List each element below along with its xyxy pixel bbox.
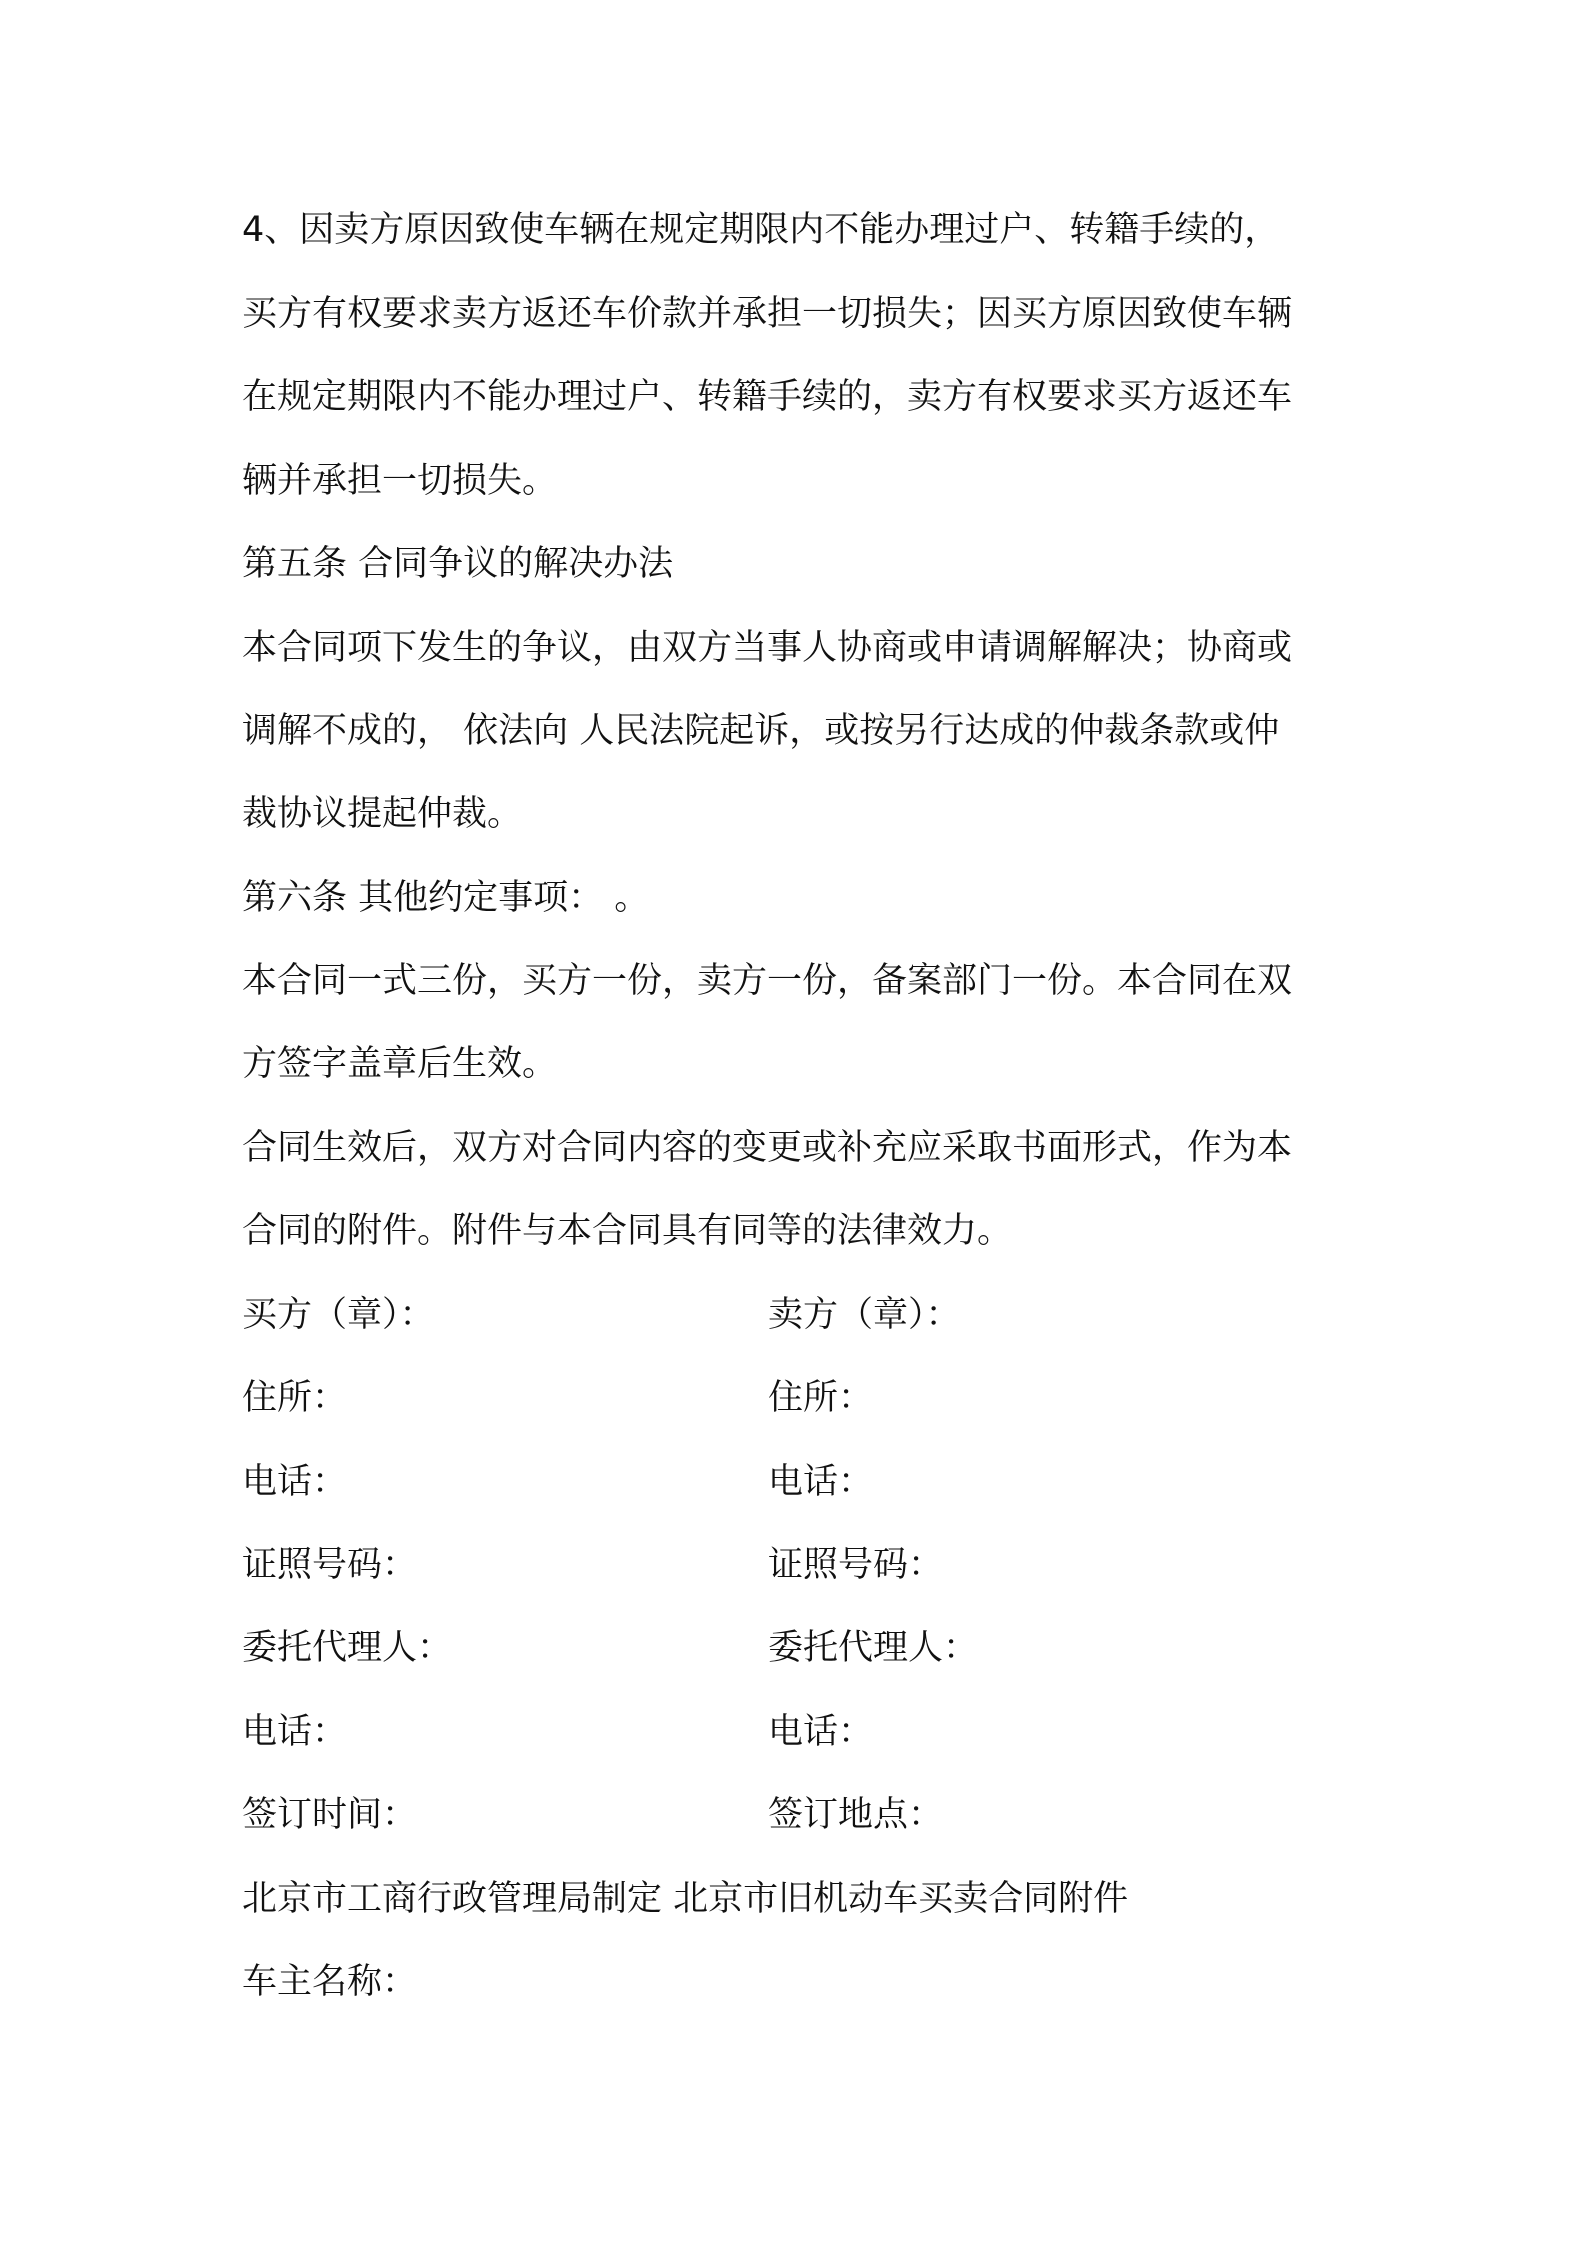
buyer-stamp-label: 买方（章）： xyxy=(242,1295,435,1335)
seller-address-label: 住所： xyxy=(768,1378,874,1418)
buyer-id-number-label: 证照号码： xyxy=(242,1545,418,1585)
clause4-line-1: 4、因卖方原因致使车辆在规定期限内不能办理过户、转籍手续的， xyxy=(242,210,1280,250)
article6-heading: 第六条 其他约定事项： 。 xyxy=(242,878,650,918)
issuer-line: 北京市工商行政管理局制定 北京市旧机动车买卖合同附件 xyxy=(242,1879,1129,1919)
article5-heading: 第五条 合同争议的解决办法 xyxy=(242,544,674,584)
article6-amend-line-1: 合同生效后，双方对合同内容的变更或补充应采取书面形式，作为本 xyxy=(242,1128,1293,1168)
article6-copies-line-2: 方签字盖章后生效。 xyxy=(242,1044,558,1084)
buyer-agent-label: 委托代理人： xyxy=(242,1628,453,1668)
clause4-line-3: 在规定期限内不能办理过户、转籍手续的，卖方有权要求买方返还车 xyxy=(242,377,1293,417)
buyer-phone-label: 电话： xyxy=(242,1462,348,1502)
seller-agent-label: 委托代理人： xyxy=(768,1628,979,1668)
article6-amend-line-2: 合同的附件。附件与本合同具有同等的法律效力。 xyxy=(242,1211,1013,1251)
owner-name-label: 车主名称： xyxy=(242,1962,418,2002)
sign-time-label: 签订时间： xyxy=(242,1795,418,1835)
seller-stamp-label: 卖方（章）： xyxy=(768,1295,961,1335)
seller-agent-phone-label: 电话： xyxy=(768,1712,874,1752)
seller-phone-label: 电话： xyxy=(768,1462,874,1502)
article5-line-2: 调解不成的， 依法向 人民法院起诉，或按另行达成的仲裁条款或仲 xyxy=(242,711,1280,751)
seller-id-number-label: 证照号码： xyxy=(768,1545,944,1585)
article5-line-3: 裁协议提起仲裁。 xyxy=(242,794,523,834)
buyer-agent-phone-label: 电话： xyxy=(242,1712,348,1752)
clause4-line-4: 辆并承担一切损失。 xyxy=(242,461,558,501)
sign-place-label: 签订地点： xyxy=(768,1795,944,1835)
buyer-address-label: 住所： xyxy=(242,1378,348,1418)
article6-copies-line-1: 本合同一式三份，买方一份，卖方一份，备案部门一份。本合同在双 xyxy=(242,961,1293,1001)
clause4-line-2: 买方有权要求卖方返还车价款并承担一切损失；因买方原因致使车辆 xyxy=(242,294,1293,334)
article5-line-1: 本合同项下发生的争议，由双方当事人协商或申请调解解决；协商或 xyxy=(242,628,1293,668)
